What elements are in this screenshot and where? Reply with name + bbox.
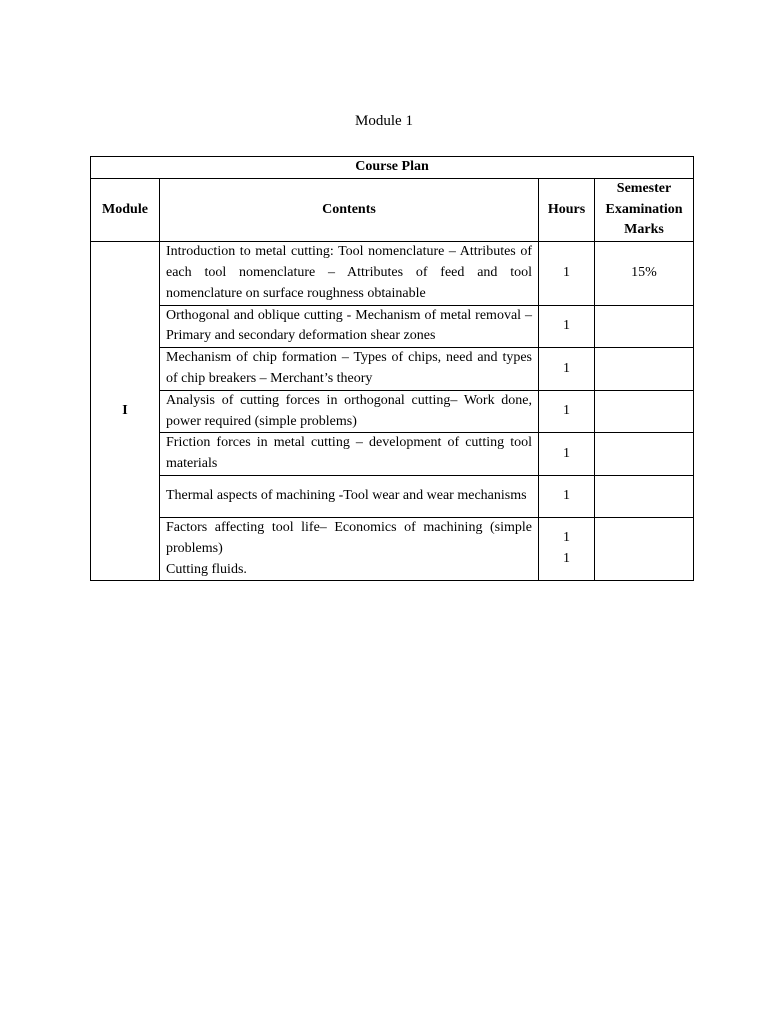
row-contents: Introduction to metal cutting: Tool nomenclature – Attributes of each tool nomenclature – Attributes of feed and tool nomenclature on surface roughness obtainable — [160, 242, 539, 305]
row-contents: Orthogonal and oblique cutting - Mechanism of metal removal – Primary and secondary deformation shear zones — [160, 305, 539, 348]
header-hours: Hours — [539, 178, 595, 241]
table-row — [91, 305, 694, 348]
row-contents: Mechanism of chip formation – Types of chips, need and types of chip breakers – Merchant’s theory — [160, 348, 539, 391]
module-label: I — [91, 242, 160, 581]
header-contents: Contents — [160, 178, 539, 241]
table-row — [91, 433, 694, 476]
table-row — [91, 517, 694, 580]
row-hours: 1 — [539, 475, 595, 517]
course-plan-table — [90, 156, 694, 581]
row-marks: 15% — [595, 242, 694, 305]
row-marks — [595, 433, 694, 476]
row-hours: 1 — [539, 390, 595, 433]
row-contents: Factors affecting tool life– Economics of machining (simple problems) Cutting fluids. — [160, 517, 539, 580]
page-heading: Module 1 — [355, 113, 413, 129]
header-marks: Semester Examination Marks — [595, 178, 694, 241]
row-hours: 1 — [539, 242, 595, 305]
row-marks — [595, 390, 694, 433]
row-hours: 1 1 — [539, 517, 595, 580]
row-marks — [595, 348, 694, 391]
row-marks — [595, 305, 694, 348]
row-contents: Thermal aspects of machining -Tool wear and wear mechanisms — [160, 475, 539, 517]
table-row — [91, 348, 694, 391]
table-title: Course Plan — [91, 157, 694, 179]
row-contents: Analysis of cutting forces in orthogonal cutting– Work done, power required (simple problems) — [160, 390, 539, 433]
row-contents-extra: Cutting fluids. — [166, 561, 247, 577]
table-row — [91, 390, 694, 433]
row-marks — [595, 517, 694, 580]
row-hours: 1 — [539, 305, 595, 348]
table-row — [91, 475, 694, 517]
row-contents: Friction forces in metal cutting – development of cutting tool materials — [160, 433, 539, 476]
header-module: Module — [91, 178, 160, 241]
row-marks — [595, 475, 694, 517]
row-hours-extra: 1 — [563, 551, 570, 567]
row-hours: 1 — [539, 348, 595, 391]
table-row — [91, 242, 694, 305]
row-hours: 1 — [539, 433, 595, 476]
